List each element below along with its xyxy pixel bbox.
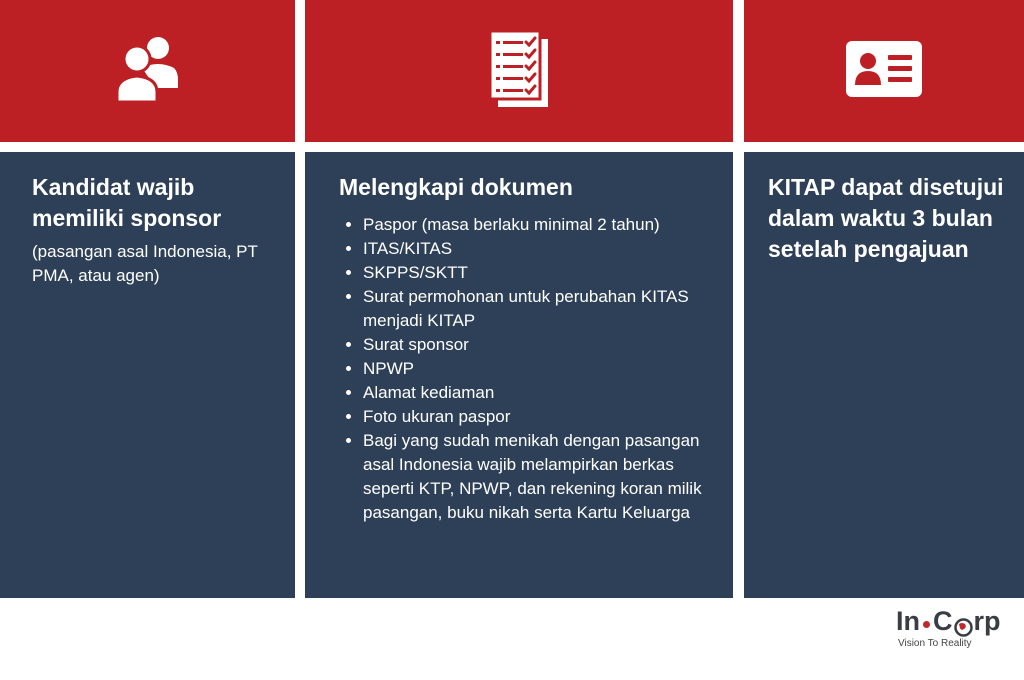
logo-dot-icon (923, 621, 930, 628)
globe-icon (954, 613, 973, 632)
column-body (744, 152, 1024, 598)
logo-text-part: C (933, 606, 953, 636)
checklist-document-icon (488, 29, 550, 114)
column-body (0, 152, 295, 598)
column-header (305, 0, 733, 142)
column-sponsor (0, 0, 295, 285)
approval-title: KITAP dapat disetujui dalam waktu 3 bulan setelah pengajuan (768, 174, 1004, 262)
column-approval (744, 0, 1024, 262)
id-card-icon (846, 41, 922, 102)
logo-text-part: In (896, 606, 920, 636)
documents-list (339, 213, 717, 525)
list-item: • Surat permohonan untuk perubahan KITAS menjadi KITAP (363, 285, 717, 333)
column-header (744, 0, 1024, 142)
column-body (305, 152, 733, 598)
logo-wordmark (896, 606, 1020, 636)
logo-tagline: Vision To Reality (898, 638, 972, 649)
column-header (0, 0, 295, 142)
users-icon (116, 34, 180, 109)
list-item: • ITAS/KITAS (363, 237, 717, 261)
list-item: • Foto ukuran paspor (363, 405, 717, 429)
list-item: • SKPPS/SKTT (363, 261, 717, 285)
list-item: • Paspor (masa berlaku minimal 2 tahun) (363, 213, 717, 237)
logo-text-part: rp (973, 606, 1001, 636)
documents-title: Melengkapi dokumen (339, 174, 573, 200)
incorp-logo (896, 606, 1020, 656)
sponsor-subtitle: (pasangan asal Indonesia, PT PMA, atau agen) (32, 242, 258, 285)
list-item: • Surat sponsor (363, 333, 717, 357)
column-documents (305, 0, 733, 522)
list-item: • Bagi yang sudah menikah dengan pasangan asal Indonesia wajib melampirkan berkas seperti KTP, NPWP, dan rekening koran milik pasangan, buku nikah serta Kartu Keluarga (363, 429, 717, 525)
list-item: • Alamat kediaman (363, 381, 717, 405)
list-item: • NPWP (363, 357, 717, 381)
sponsor-title: Kandidat wajib memiliki sponsor (32, 174, 222, 231)
